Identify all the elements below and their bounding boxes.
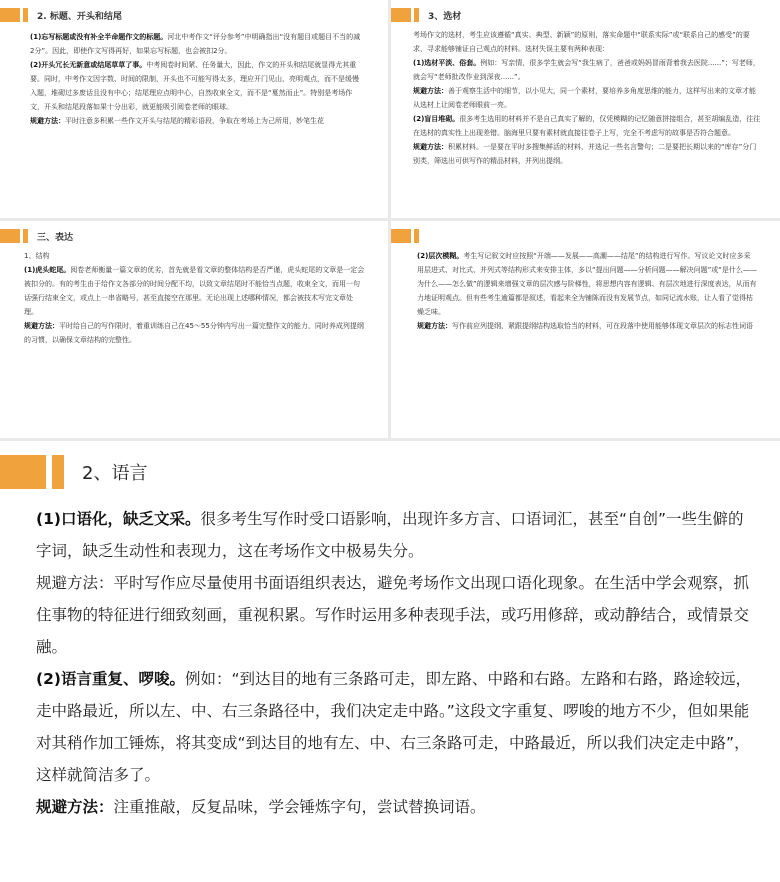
paragraph-text: 注重推敲，反复品味，学会锤炼字句，尝试替换词语。 [113, 798, 486, 816]
paragraph [413, 140, 761, 168]
slide-title: 三、表达 [37, 232, 74, 243]
paragraph-text: 写作前应列提纲，紧跟提纲结构选取恰当的材料，可在段落中使用能够体现文章层次的标志性词语 [452, 322, 753, 330]
paragraph-text: 考生写记叙文时应按照“开端——发展——高潮——结尾”的结构进行写作。写议论文时应多采用层进式、对比式、并列式等结构形式来安排主体，多以“提出问题——分析问题——解决问题”或“是什么——为什么——怎么做”的逻辑来增强文章的层次感与阶梯性，将思想内容有逻辑、有层次地进行深度表达，从而有力地证明观点。但有些考生逾篇都是叙述，看起来全为铺陈而没有发展节点，如同记流水账，让人看了觉得枯燥乏味。 [417, 252, 757, 316]
slide-title: 2. 标题、开头和结尾 [37, 11, 122, 22]
accent-bar [0, 455, 46, 489]
slide-body [413, 28, 761, 168]
slide-body [24, 249, 366, 347]
method-heading: 规避方法： [413, 143, 448, 151]
paragraph-text: 很多考生写作时受口语影响，出现许多方言、口语词汇，甚至“自创”一些生僻的字词，缺乏生动性和表现力，这在考场作文中极易失分。 [36, 510, 744, 560]
slide-body [30, 30, 364, 128]
paragraph [30, 30, 364, 58]
paragraph-text: 阅卷老师衡量一篇文章的优劣，首先就是看文章的整体结构是否严谨，虎头蛇尾的文章是一定会被扣分的。有的考生由于给作文各部分的时间分配不均，以致文章结尾时不能恰当点题，收束全文，而用一句话强行结束全文，或点上一串省略号，甚至直接空在那里。无论出现上述哪种情况，都会被技术写完文章处理。 [24, 266, 365, 316]
slide-title-opening-ending [0, 0, 388, 218]
accent-bar-small [414, 8, 419, 22]
paragraph [417, 249, 757, 319]
slide-body [36, 503, 752, 823]
paragraph [36, 791, 752, 823]
paragraph-heading: (1)选材平淡、俗套。 [413, 59, 481, 67]
slide-title: 3、选材 [428, 11, 462, 22]
paragraph-text: 积累材料。一是要在平时多搜集鲜活的材料，并选记一些名言警句；二是要把长期以来的“库存”分门别类，筛选出可供写作的精品材料，并列出提纲。 [413, 143, 757, 165]
paragraph-text: 河北中考作文“评分参考”中明确指出“没有题目或题目不当的减2分”。因此，即使作文写得再好，如果忘写标题，也会被扣2分。 [30, 33, 361, 55]
method-heading: 规避方法： [413, 87, 448, 95]
accent-bar-small [414, 229, 419, 243]
paragraph [30, 58, 364, 114]
slide-material-selection [391, 0, 780, 218]
paragraph [413, 84, 761, 112]
paragraph-text: 例如：写亲情，很多学生就会写“我生病了，爸爸或妈妈冒雨背着我去医院......”；写老师，就会写“老师批改作业到深夜......”。 [413, 59, 760, 81]
paragraph-heading: (2)盲目堆砌。 [413, 115, 460, 123]
paragraph-text: 平时给自己的写作限时，着重训练自己在45～55分钟内写出一篇完整作文的能力，同时养成列提纲的习惯，以确保文章结构的完整性。 [24, 322, 364, 344]
subheading: 1、结构 [24, 252, 50, 260]
paragraph-heading: (1)虎头蛇尾。 [24, 266, 71, 274]
paragraph-text: 例如：“到达目的地有三条路可走，即左路、中路和右路。左路和右路，路途较远，走中路最近，所以左、中、右三条路径中，我们决定走中路。”这段文字重复、啰唆的地方不少，但如果能对其稍作加工锤炼，将其变成“到达目的地有左、中、右三条路可走，中路最近，所以我们决定走中路”，这样就简洁多了。 [36, 670, 752, 784]
paragraph-heading: (1)口语化，缺乏文采。 [36, 510, 201, 528]
slide-expression-structure [0, 221, 388, 438]
accent-bar-small [52, 455, 64, 489]
paragraph [36, 503, 752, 567]
section-header [0, 455, 147, 489]
paragraph [36, 663, 752, 791]
accent-bar-small [23, 8, 28, 22]
paragraph-heading: (2)开头冗长无新意或结尾草草了事。 [30, 61, 147, 69]
paragraph [413, 56, 761, 84]
accent-bar-small [23, 229, 28, 243]
paragraph: 考场作文的选材，考生应该遵循“真实、典型、新颖”的原则，落实命题中“联系实际”或“联系自己的感受”的要求，寻求能够铺证自己观点的材料。选材失误主要有两种表现： [413, 31, 750, 53]
slide-body [417, 249, 757, 333]
slide-unclear-layers [391, 221, 780, 438]
section-header [0, 229, 73, 243]
paragraph-text: 善于观察生活中的细节，以小见大，同一个素材，要培养多角度思维的能力，这样写出来的文章才能从选材上让阅卷老师眼前一亮。 [413, 87, 756, 109]
section-header [0, 8, 122, 22]
section-header [391, 8, 461, 22]
paragraph [30, 114, 364, 128]
paragraph [417, 319, 757, 333]
slide-title: 2、语言 [82, 463, 148, 484]
method-heading: 规避方法： [417, 322, 452, 330]
paragraph-heading: (2)层次模糊。 [417, 252, 464, 260]
method-heading: 规避方法： [30, 117, 65, 125]
section-header [391, 229, 428, 243]
method-heading: 规避方法： [36, 798, 114, 816]
paragraph-heading: (1)忘写标题或没有补全半命题作文的标题。 [30, 33, 168, 41]
paragraph-text: 平时注意多积累一些作文开头与结尾的精彩语段，争取在考场上为己所用，妙笔生花 [65, 117, 324, 125]
accent-bar [0, 229, 20, 243]
accent-bar [391, 229, 411, 243]
paragraph [413, 112, 761, 140]
paragraph-text: 很多考生选用的材料并不是自己真实了解的，仅凭模糊的记忆随意拼接组合，甚至胡编乱造，往往在选材的真实性上出现差错。脑海里只要有素材就直接往卷子上写，完全不考虑写的故事是否符合题意。 [413, 115, 761, 137]
paragraph [24, 263, 366, 319]
paragraph [24, 319, 366, 347]
paragraph: 规避方法：平时写作应尽量使用书面语组织表达，避免考场作文出现口语化现象。在生活中学会观察，抓住事物的特征进行细致刻画，重视积累。写作时运用多种表现手法，或巧用修辞，或动静结合，或情景交融。 [36, 574, 750, 656]
paragraph-text: 中考阅卷时间紧、任务量大，因此，作文的开头和结尾就显得尤其重要。同时，中考作文因字数、时间的限制，开头也不可能写得太多，理应开门见山，亮明观点，而不是缓慢入题，堆砌过多废话且没有中心；结尾理应点明中心，自然收束全文，而不是“戛然而止”。特别是考场作文，开头和结尾段落如果十分出彩，就更能吸引阅卷老师的眼球。 [30, 61, 359, 111]
method-heading: 规避方法： [24, 322, 59, 330]
slide-language [0, 441, 780, 882]
accent-bar [391, 8, 411, 22]
paragraph-heading: (2)语言重复、啰唆。 [36, 670, 185, 688]
accent-bar [0, 8, 20, 22]
